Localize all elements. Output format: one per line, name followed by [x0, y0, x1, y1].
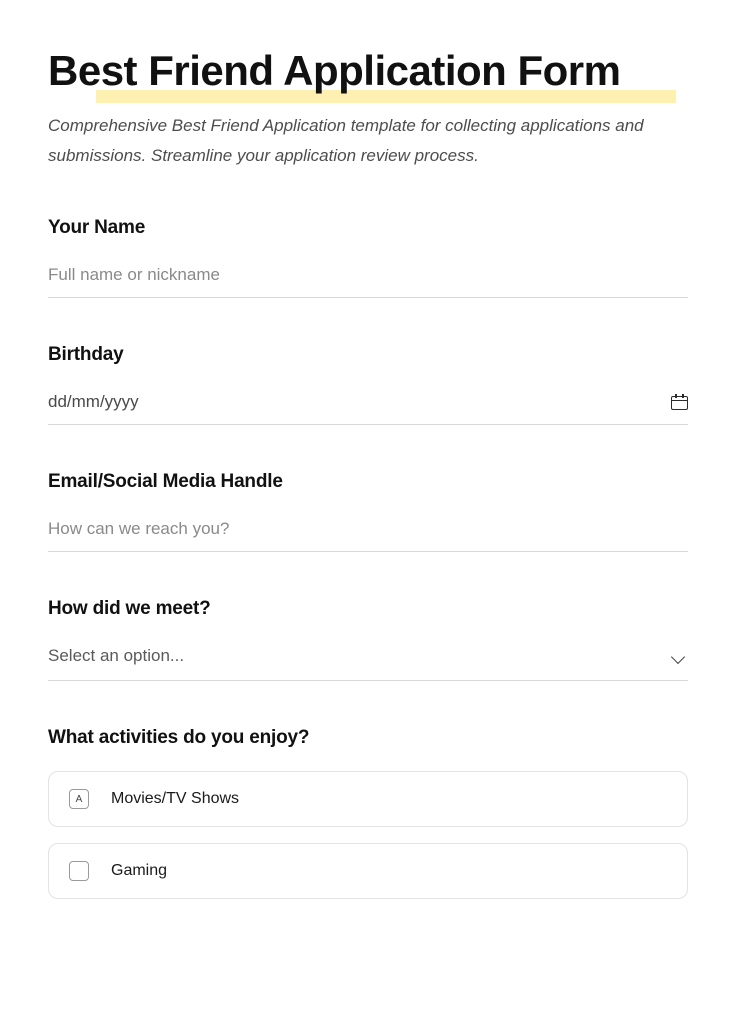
page-header: [48, 0, 688, 171]
birthday-label: Birthday: [48, 344, 124, 366]
calendar-icon[interactable]: [671, 394, 688, 410]
page-subtitle: Comprehensive Best Friend Application template for collecting applications and submissions. Streamline your application review process.: [48, 116, 644, 166]
activity-option-gaming[interactable]: [48, 843, 688, 899]
field-your-name: [48, 217, 688, 298]
how-we-met-value: Select an option...: [48, 646, 185, 666]
page-title: Best Friend Application Form: [48, 47, 621, 94]
activity-label: Movies/TV Shows: [111, 790, 240, 808]
birthday-input[interactable]: [48, 388, 688, 425]
contact-label: Email/Social Media Handle: [48, 471, 283, 493]
field-how-we-met: [48, 598, 688, 681]
how-we-met-label: How did we meet?: [48, 598, 211, 620]
activity-label: Gaming: [111, 862, 168, 880]
activity-option-movies[interactable]: [48, 771, 688, 827]
how-we-met-select[interactable]: [48, 642, 688, 681]
field-contact: [48, 471, 688, 552]
chevron-down-icon[interactable]: [673, 652, 686, 660]
birthday-value: dd/mm/yyyy: [48, 392, 139, 412]
field-birthday: [48, 344, 688, 425]
checkbox-icon[interactable]: A: [69, 789, 89, 809]
activities-label: What activities do you enjoy?: [48, 727, 310, 749]
contact-input[interactable]: [48, 515, 688, 552]
your-name-input[interactable]: [48, 261, 688, 298]
checkbox-icon[interactable]: [69, 861, 89, 881]
field-activities: [48, 727, 688, 899]
your-name-label: Your Name: [48, 217, 146, 239]
